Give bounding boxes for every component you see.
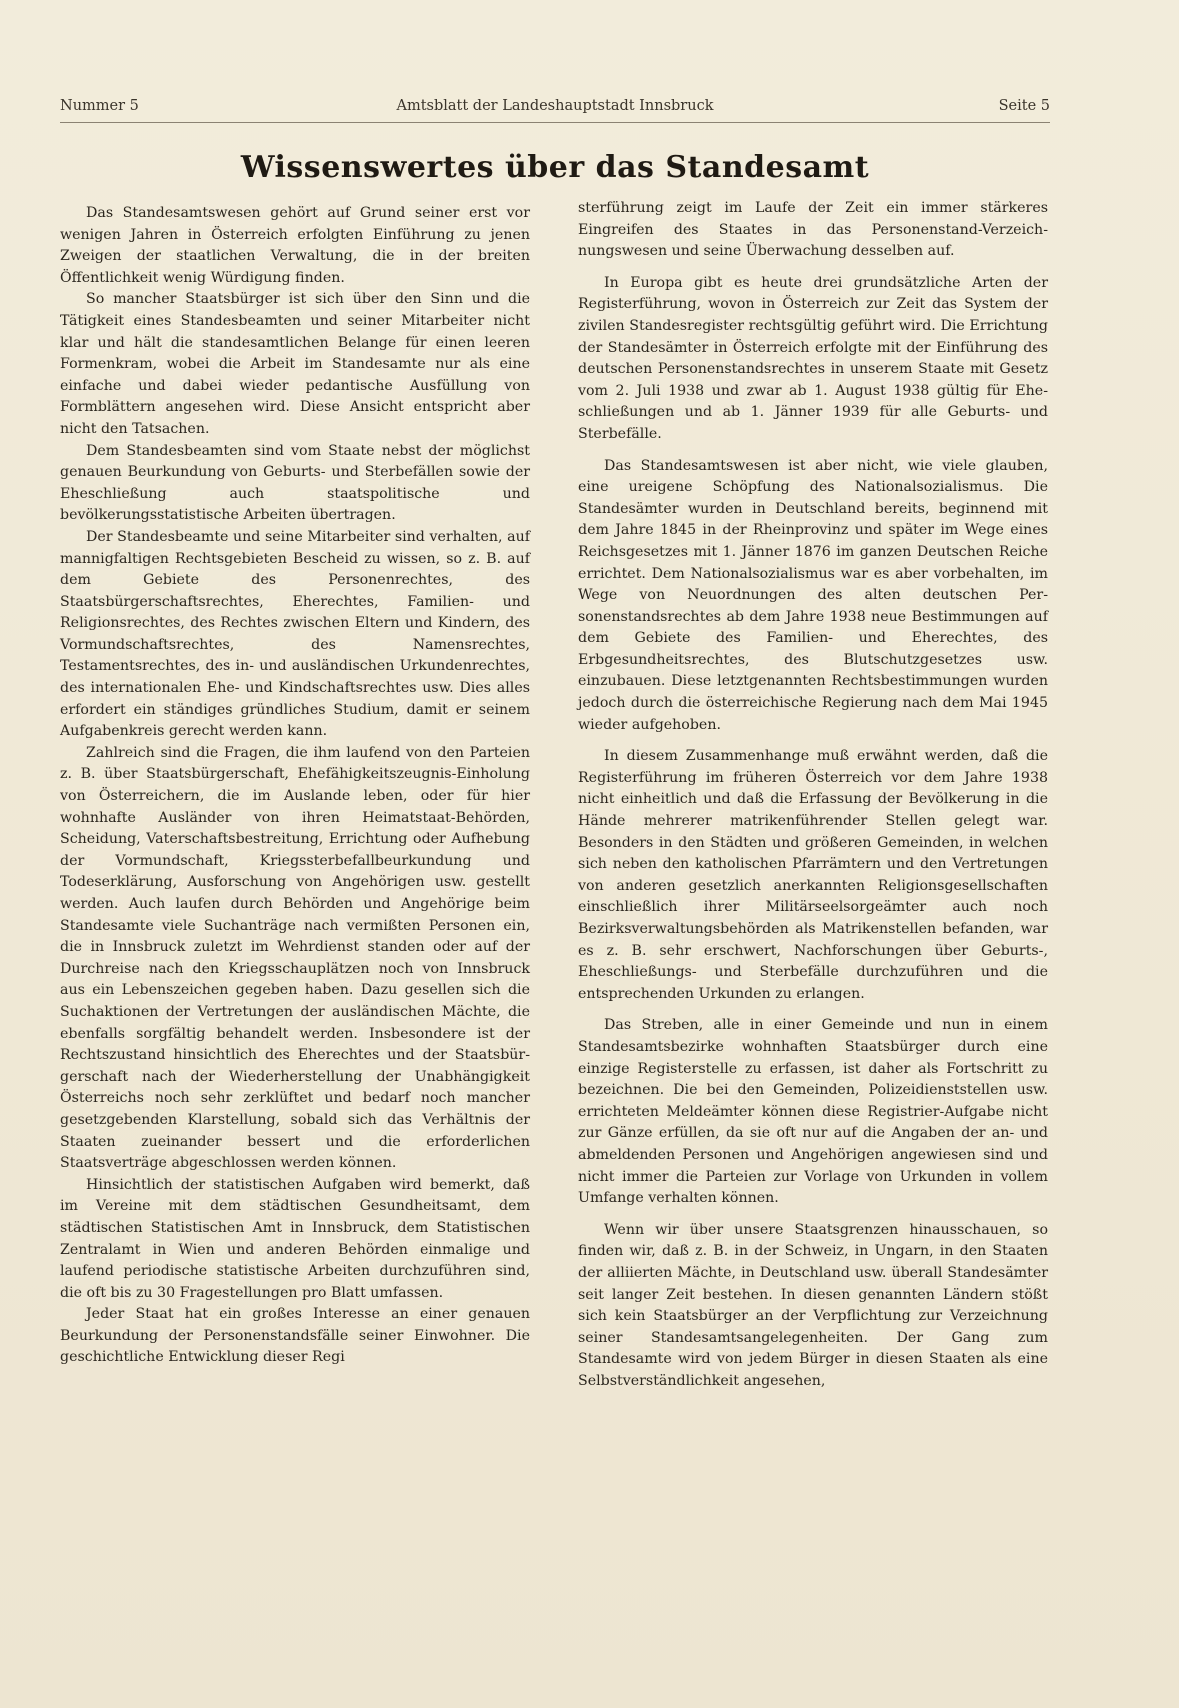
paragraph: Wenn wir über unsere Staatsgrenzen hinausschauen, so finden wir, daß z. B. in der Schweiz, in Ungarn, in den Staaten der alliierten Mächte, in Deutschland usw. überall Standesämter seit langer Zeit bestehen. In diesen genannten Ländern stößt sich kein Staatsbürger an der Verpflichtung zur Verzeichnung seiner Standesamtsangelegenheiten. Der Gang zum Standesamte wird von jedem Bürger in diesen Staaten als eine Selbstverständlichkeit angesehen, — [578, 1221, 1048, 1389]
paragraph: In diesem Zusammenhange muß erwähnt werden, daß die Registerführung im früheren Österreich vor dem Jahre 1938 nicht einheitlich und daß die Erfassung der Bevölkerung in die Hände mehrerer matrikenführender Stellen gelegt war. Besonders in den Städten und größeren Gemeinden, in welchen sich neben den katholischen Pfarrämtern und den Vertretungen von anderen gesetzlich anerkannten Religionsgesellschaften einschließlich ihrer Militärseelsorgeämter auch noch Bezirksverwaltungsbehörden als Matrikenstellen befanden, war es z. B. sehr erschwert, Nachforschungen über Geburts-, Eheschließungs- und Sterbefälle durchzuführen und die entsprechenden Urkunden zu erlangen. — [578, 748, 1048, 1002]
issue-number: Nummer 5 — [60, 98, 139, 114]
header-rule — [60, 122, 1050, 123]
paragraph: Das Standesamtswesen ist aber nicht, wie viele glauben, eine ureigene Schöpfung des Nationalsozialismus. Die Standesämter wurden in Deutschland bereits, beginnend mit dem Jahre 1845 in der Rheinprovinz und später im Wege eines Reichsgesetzes mit 1. Jänner 1876 im ganzen Deutschen Reiche errichtet. Dem Nationalsozialismus war es aber vorbehalten, im Wege von Neuordnungen des alten deutschen Personenstandsrechtes ab dem Jahre 1938 neue Bestimmungen auf dem Gebiete des Familien- und Eherechtes, des Erbgesundheitsrechtes, des Blutschutzgesetzes usw. einzubauen. Diese letztgenannten Rechtsbestimmungen wurden jedoch durch die österreichische Regierung nach dem Mai 1945 wieder aufgehoben. — [578, 457, 1048, 733]
publication-name: Amtsblatt der Landeshauptstadt Innsbruck — [396, 98, 714, 114]
paragraph: Zahlreich sind die Fragen, die ihm laufend von den Parteien z. B. über Staatsbürgerschaft, Ehefähigkeitszeugnis-Einholung von Österreichern, die im Auslande leben, oder für hier wohnhafte Ausländer von ihren Heimatstaat-Behörden, Scheidung, Vaterschaftsbestreitung, Errichtung oder Aufhebung der Vormundschaft, Kriegssterbefallbeurkundung und Todeserklärung, Ausforschung von Angehörigen usw. gestellt werden. Auch laufen durch Behörden und Angehörige beim Standesamte viele Suchanträge nach vermißten Personen ein, die in Innsbruck zuletzt im Wehrdienst standen oder auf der Durchreise nach den Kriegsschauplätzen noch von Innsbruck aus ein Lebenszeichen gegeben haben. Dazu gesellen sich die Suchaktionen der Vertretungen der ausländischen Mächte, die ebenfalls sorgfältig behandelt werden. Insbesondere ist der Rechtszustand hinsichtlich des Eherechtes und der Staatsbürgerschaft nach der Wiederherstellung der Unabhängigkeit Österreichs noch sehr zerklüftet und bedarf noch mancher gesetzgebenden Klarstellung, sobald sich das Verhältnis der Staaten zueinander bessert und die erforderlichen Staatsverträge abgeschlossen werden können. — [60, 744, 530, 1172]
paragraph: Das Streben, alle in einer Gemeinde und nun in einem Standesamtsbezirke wohnhaften Staatsbürger durch eine einzige Registerstelle zu erfassen, ist daher als Fortschritt zu bezeichnen. Die bei den Gemeinden, Polizeidienststellen usw. errichteten Meldeämter können diese Registrier-Aufgabe nicht zur Gänze erfüllen, da sie oft nur auf die Angaben der an- und abmeldenden Personen und Angehörigen angewiesen sind und nicht immer die Parteien zur Vorlage von Urkunden in vollem Umfange verhalten können. — [578, 1017, 1048, 1207]
left-column — [60, 203, 530, 1369]
paragraph: sterführung zeigt im Laufe der Zeit ein immer stärkeres Eingreifen des Staates in das Personenstand-Verzeichnungswesen und seine Überwachung desselben auf. — [578, 200, 1048, 260]
paragraph: In Europa gibt es heute drei grundsätzliche Arten der Registerführung, wovon in Österreich zur Zeit das System der zivilen Standesregister rechtsgültig geführt wird. Die Errichtung der Standesämter in Österreich erfolgte mit der Einführung des deutschen Personenstandsrechtes in unserem Staate mit Gesetz vom 2. Juli 1938 und zwar ab 1. August 1938 gültig für Eheschließungen und ab 1. Jänner 1939 für alle Geburts- und Sterbefälle. — [578, 274, 1048, 442]
paragraph: Jeder Staat hat ein großes Interesse an einer genauen Beurkundung der Personenstandsfälle seiner Einwohner. Die geschichtliche Entwicklung dieser Regi — [60, 1306, 530, 1366]
paragraph: So mancher Staatsbürger ist sich über den Sinn und die Tätigkeit eines Standesbeamten und seiner Mitarbeiter nicht klar und hält die standesamtlichen Belange für einen leeren Formenkram, wobei die Arbeit im Standesamte nur als eine einfache und dabei wieder pedantische Ausfüllung von Formblättern angesehen wird. Diese Ansicht entspricht aber nicht den Tatsachen. — [60, 291, 530, 437]
paragraph: Dem Standesbeamten sind vom Staate nebst der möglichst genauen Beurkundung von Geburts- und Sterbefällen sowie der Eheschließung auch staatspolitische und bevölkerungsstatistische Arbeiten übertragen. — [60, 442, 530, 524]
right-column — [578, 198, 1048, 1392]
page-number: Seite 5 — [998, 98, 1050, 114]
page-header — [60, 98, 1050, 122]
paragraph: Der Standesbeamte und seine Mitarbeiter sind verhalten, auf mannigfaltigen Rechtsgebieten Bescheid zu wissen, so z. B. auf dem Gebiete des Personenrechtes, des Staatsbürgerschaftsrechtes, Eherechtes, Familien- und Religionsrechtes, des Rechtes zwischen Eltern und Kindern, des Vormundschaftsrechtes, des Namensrechtes, Testamentsrechtes, des in- und ausländischen Urkundenrechtes, des internationalen Ehe- und Kindschaftsrechtes usw. Dies alles erfordert ein ständiges gründliches Studium, damit er seinem Aufgabenkreis gerecht werden kann. — [60, 528, 530, 740]
article-title: Wissenswertes über das Standesamt — [240, 150, 870, 185]
paragraph: Hinsichtlich der statistischen Aufgaben wird bemerkt, daß im Vereine mit dem städtischen Gesundheitsamt, dem städtischen Statistischen Amt in Innsbruck, dem Statistischen Zentralamt in Wien und anderen Behörden einmalige und laufend periodische statistische Arbeiten durchzuführen sind, die oft bis zu 30 Fragestellungen pro Blatt umfassen. — [60, 1176, 530, 1301]
paragraph: Das Standesamtswesen gehört auf Grund seiner erst vor wenigen Jahren in Österreich erfolgten Einführung zu jenen Zweigen der staatlichen Verwaltung, die in der breiten Öffentlichkeit wenig Würdigung finden. — [60, 205, 530, 286]
